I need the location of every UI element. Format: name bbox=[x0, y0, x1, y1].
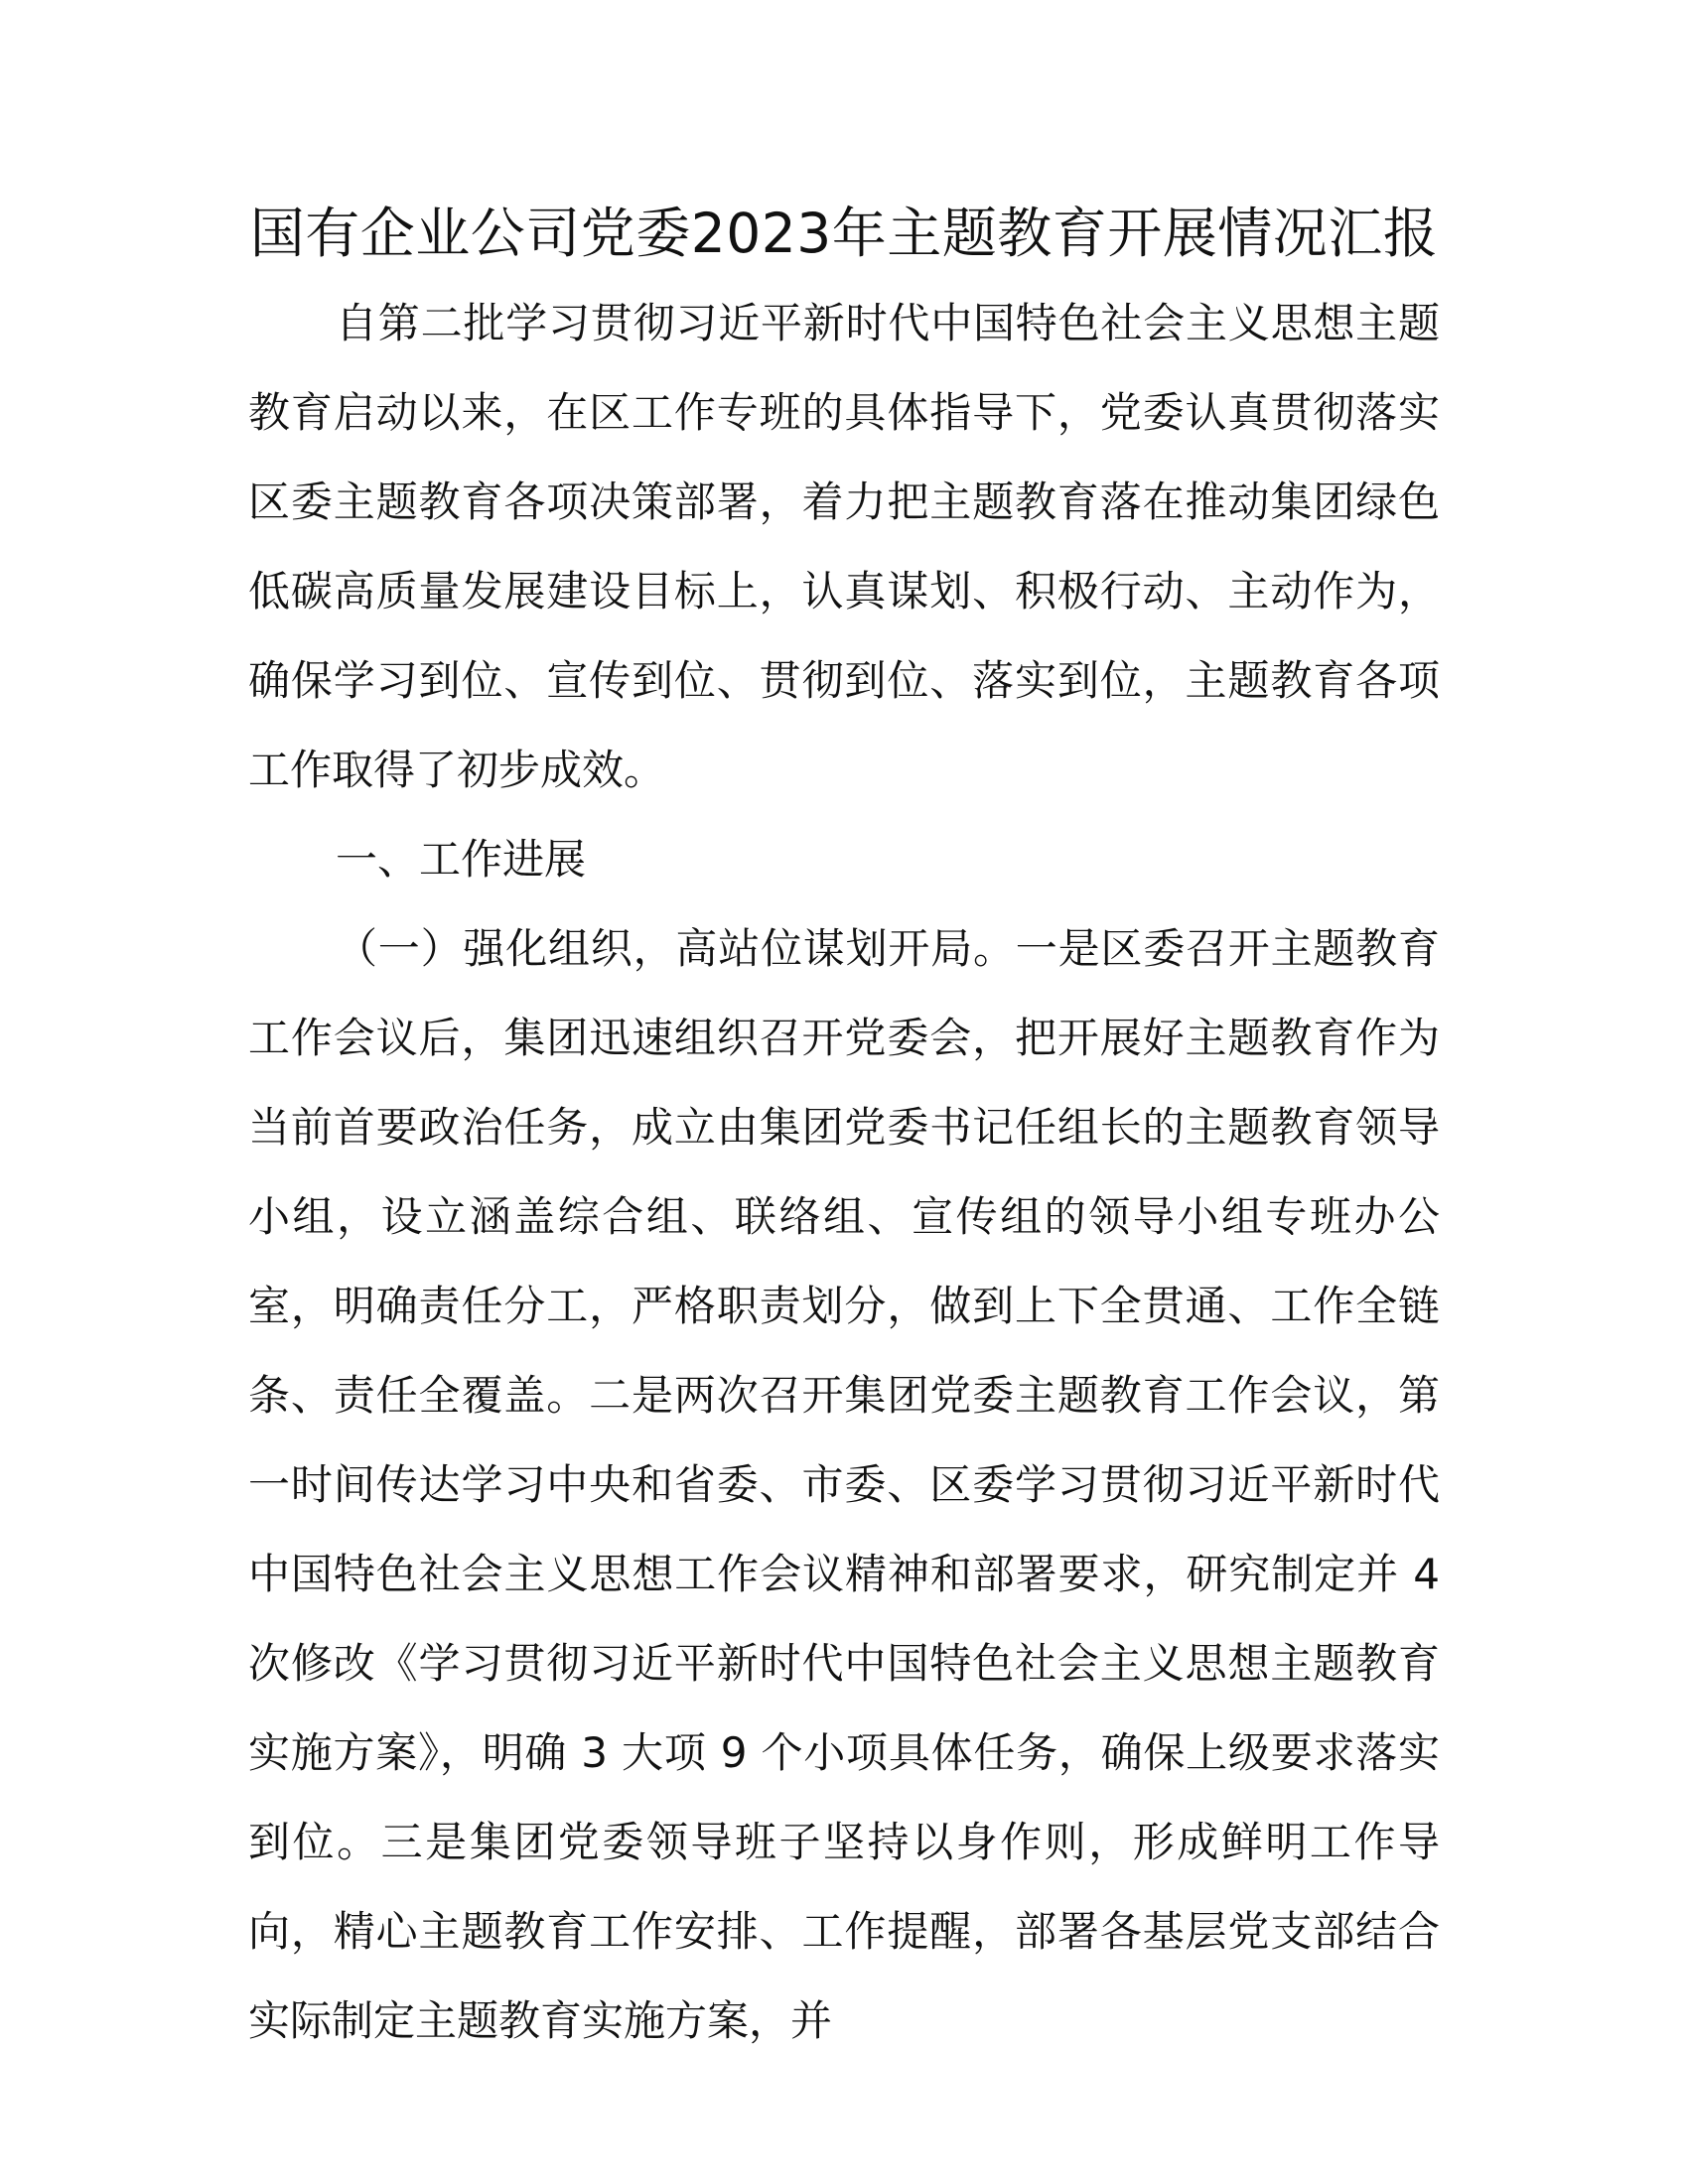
section-heading: 一、工作进展 bbox=[336, 835, 587, 884]
document-title: 国有企业公司党委2023年主题教育开展情况汇报 bbox=[249, 202, 1439, 265]
document-body bbox=[248, 194, 1440, 2066]
intro-paragraph: 自第二批学习贯彻习近平新时代中国特色社会主义思想主题教育启动以来，在区工作专班的具体指导下，党委认真贯彻落实区委主题教育各项决策部署，着力把主题教育落在推动集团绿色低碳高质量发展建设目标上，认真谋划、积极行动、主动作为，确保学习到位、宣传到位、贯彻到位、落实到位，主题教育各项工作取得了初步成效。 bbox=[248, 299, 1440, 794]
body-paragraph: （一）强化组织，高站位谋划开局。一是区委召开主题教育工作会议后，集团迅速组织召开党委会，把开展好主题教育作为当前首要政治任务，成立由集团党委书记任组长的主题教育领导小组，设立涵盖综合组、联络组、宣传组的领导小组专班办公室，明确责任分工，严格职责划分，做到上下全贯通、工作全链条、责任全覆盖。二是两次召开集团党委主题教育工作会议，第一时间传达学习中央和省委、市委、区委学习贯彻习近平新时代中国特色社会主义思想工作会议精神和部署要求，研究制定并 4 次修改《学习贯彻习近平新时代中国特色社会主义思想主题教育实施方案》，明确 3 大项 9 个小项具体任务，确保上级要求落实到位。三是集团党委领导班子坚持以身作则，形成鲜明工作导向，精心主题教育工作安排、工作提醒，部署各基层党支部结合实际制定主题教育实施方案，并 bbox=[248, 924, 1440, 2045]
